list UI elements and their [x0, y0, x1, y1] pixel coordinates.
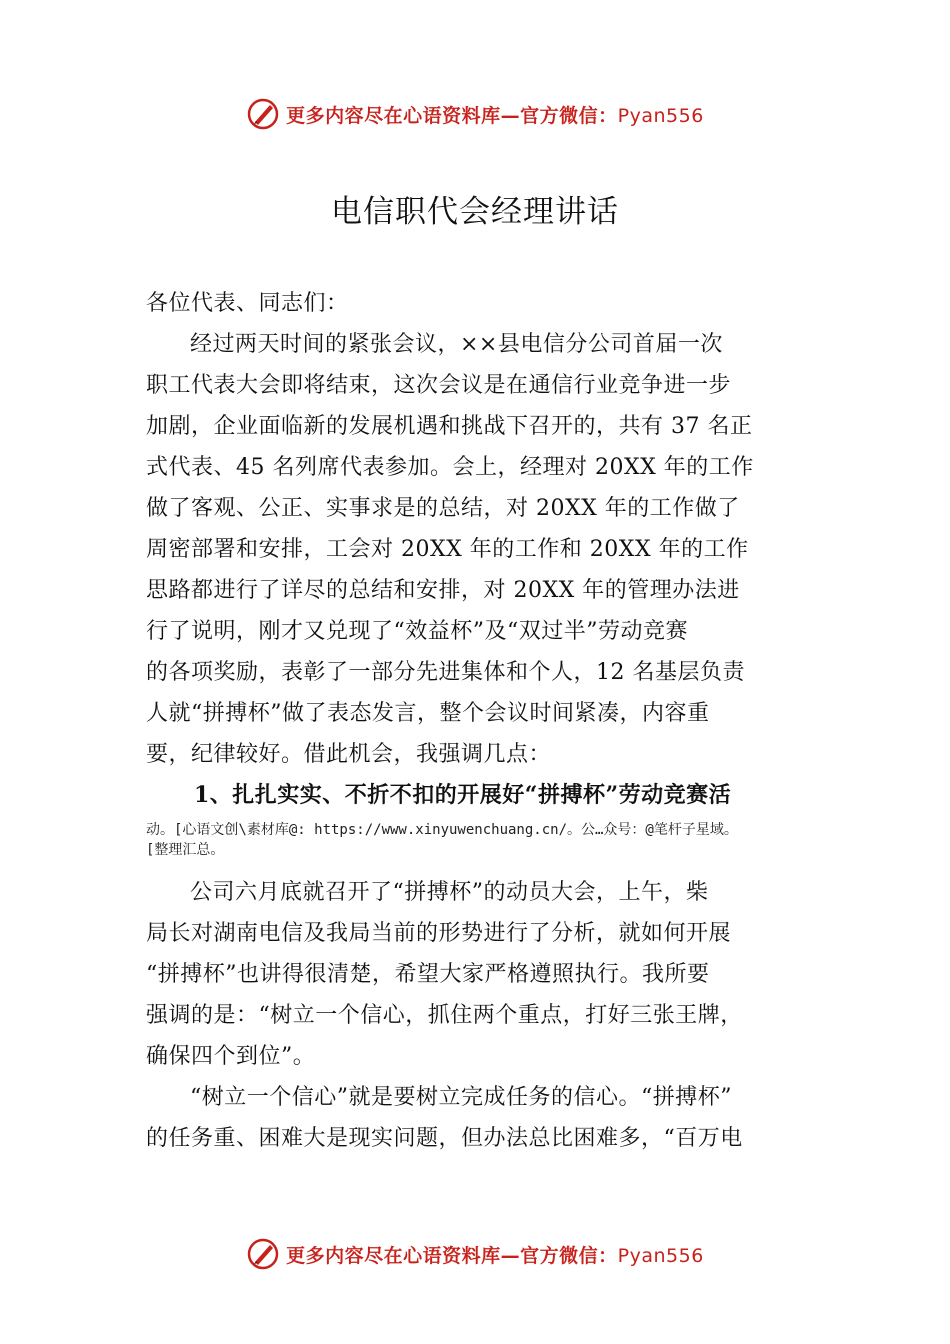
paragraph-line: 确保四个到位”。: [146, 1044, 316, 1069]
pen-logo-icon: [246, 1237, 280, 1271]
document-body: [146, 283, 812, 1159]
banner-text: 更多内容尽在心语资料库—官方微信：Pyan556: [286, 104, 704, 127]
paragraph-line: 的任务重、困难大是现实问题，但办法总比困难多，“百万电: [146, 1126, 743, 1151]
footer-banner: [0, 1234, 950, 1274]
paragraph-line: 经过两天时间的紧张会议，××县电信分公司首届一次: [190, 332, 723, 357]
wechat-id: Pyan556: [617, 1244, 704, 1267]
paragraph-line: 加剧，企业面临新的发展机遇和挑战下召开的，共有 37 名正: [146, 414, 753, 439]
wechat-id: Pyan556: [617, 104, 704, 127]
paragraph-line: 公司六月底就召开了“拼搏杯”的动员大会，上午，柴: [190, 880, 709, 905]
paragraph-line: 行了说明，刚才又兑现了“效益杯”及“双过半”劳动竞赛: [146, 619, 688, 644]
header-banner: [0, 94, 950, 134]
paragraph-line: 做了客观、公正、实事求是的总结，对 20XX 年的工作做了: [146, 496, 740, 521]
paragraph-line: 周密部署和安排，工会对 20XX 年的工作和 20XX 年的工作: [146, 537, 749, 562]
pen-logo-icon: [246, 97, 280, 131]
section-heading: 1、扎扎实实、不折不扣的开展好“拼搏杯”劳动竞赛活: [194, 782, 732, 808]
paragraph-line: 思路都进行了详尽的总结和安排，对 20XX 年的管理办法进: [146, 578, 740, 603]
paragraph-line: 的各项奖励，表彰了一部分先进集体和个人，12 名基层负责: [146, 660, 745, 685]
paragraph-line: 人就“拼搏杯”做了表态发言，整个会议时间紧凑，内容重: [146, 701, 710, 726]
salutation: 各位代表、同志们：: [146, 291, 349, 316]
paragraph-line: 强调的是：“树立一个信心，抓住两个重点，打好三张王牌，: [146, 1003, 743, 1028]
paragraph-line: 式代表、45 名列席代表参加。会上，经理对 20XX 年的工作: [146, 455, 754, 480]
paragraph-line: “拼搏杯”也讲得很清楚，希望大家严格遵照执行。我所要: [146, 962, 710, 987]
paragraph-line: 职工代表大会即将结束，这次会议是在通信行业竞争进一步: [146, 373, 732, 398]
note-line: 动。[心语文创\素材库@: https://www.xinyuwenchuang.cn/。公…众号：@笔杆子星域。: [146, 822, 738, 838]
banner-text: 更多内容尽在心语资料库—官方微信：Pyan556: [286, 1244, 704, 1267]
note-line: [整理汇总。: [146, 842, 225, 858]
paragraph-line: “树立一个信心”就是要树立完成任务的信心。“拼搏杯”: [190, 1085, 732, 1110]
paragraph-line: 要，纪律较好。借此机会，我强调几点：: [146, 742, 552, 767]
paragraph-line: 局长对湖南电信及我局当前的形势进行了分析，就如何开展: [146, 921, 732, 946]
page-title: 电信职代会经理讲话: [331, 194, 619, 230]
